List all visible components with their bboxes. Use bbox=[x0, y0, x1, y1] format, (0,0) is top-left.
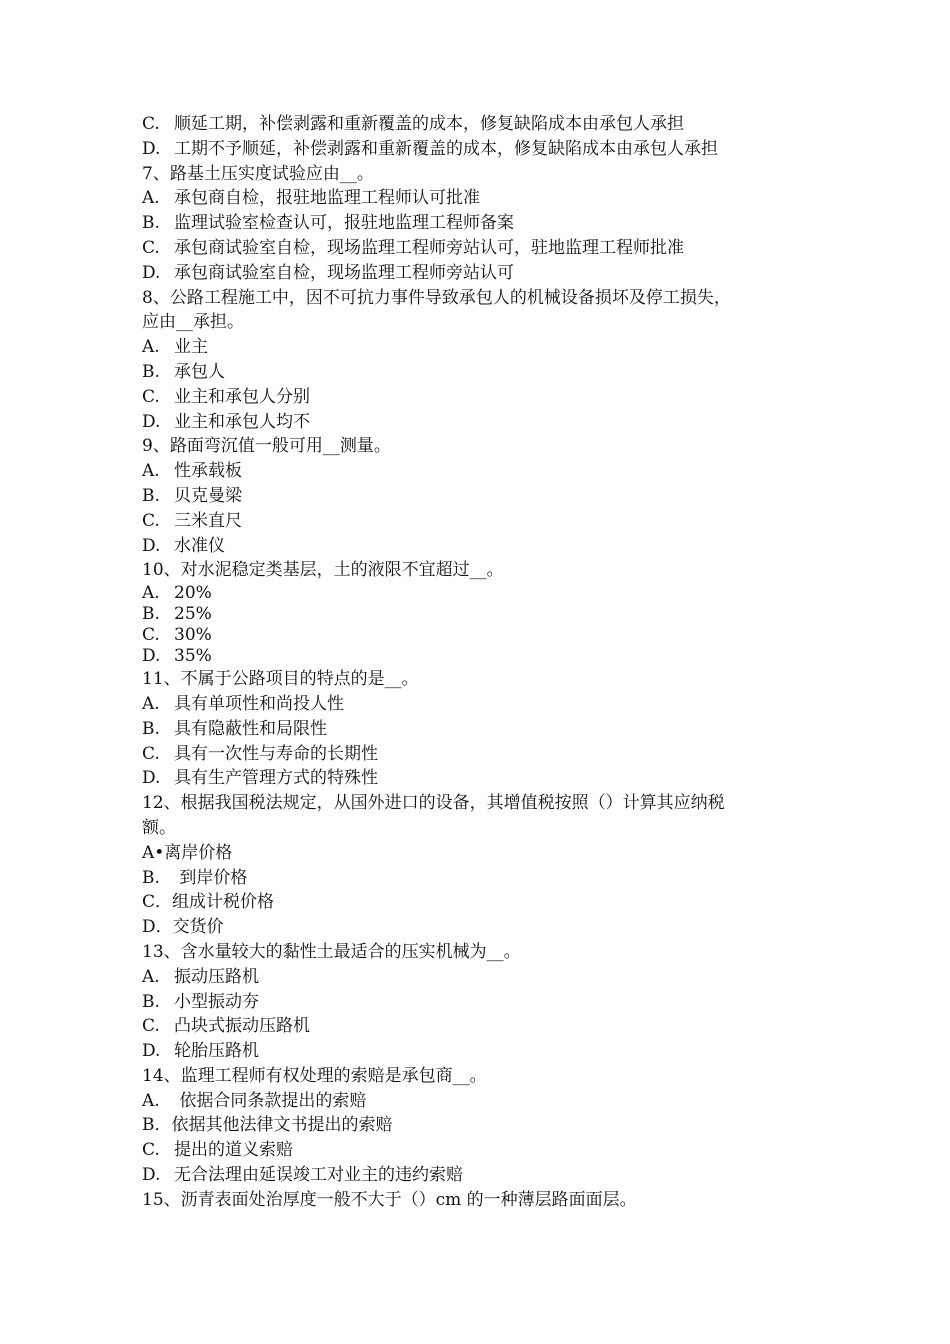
option-label: A. bbox=[142, 337, 160, 358]
option-line bbox=[142, 866, 822, 891]
option-line bbox=[142, 335, 822, 360]
option-line bbox=[142, 990, 822, 1015]
question-list bbox=[142, 112, 822, 1213]
option-line bbox=[142, 112, 822, 137]
option-label: B. bbox=[142, 361, 160, 382]
option-line bbox=[142, 534, 822, 559]
option-line bbox=[142, 965, 822, 990]
question-line bbox=[142, 1188, 822, 1213]
option-label: C. bbox=[142, 386, 160, 407]
line-text: 无合法理由延误竣工对业主的违约索赔 bbox=[174, 1165, 463, 1186]
line-text: 应由__承担。 bbox=[142, 312, 244, 333]
line-text: C．组成计税价格 bbox=[142, 892, 275, 913]
option-label: A. bbox=[142, 693, 160, 714]
option-line bbox=[142, 692, 822, 717]
question-line bbox=[142, 841, 822, 866]
line-text: 三米直尺 bbox=[174, 510, 242, 531]
line-text: 15、沥青表面处治厚度一般不大于（）cm 的一种薄层路面面层。 bbox=[142, 1189, 637, 1210]
line-text: 业主 bbox=[174, 337, 208, 358]
line-text: 提出的道义索赔 bbox=[174, 1140, 293, 1161]
option-line bbox=[142, 410, 822, 435]
line-text: 承包商试验室自检，现场监理工程师旁站认可，驻地监理工程师批准 bbox=[174, 237, 684, 258]
question-line bbox=[142, 940, 822, 965]
line-text: 贝克曼梁 bbox=[174, 485, 242, 506]
option-line bbox=[142, 186, 822, 211]
question-line bbox=[142, 791, 822, 816]
line-text: B．依据其他法律文书提出的索赔 bbox=[142, 1115, 393, 1136]
option-label: D. bbox=[142, 768, 161, 789]
line-text: 7、路基土压实度试验应由__。 bbox=[142, 163, 374, 184]
option-line bbox=[142, 137, 822, 162]
option-label: B. bbox=[142, 718, 160, 739]
option-label: B. bbox=[142, 991, 160, 1012]
option-label: B. bbox=[142, 604, 160, 625]
option-label: D. bbox=[142, 1165, 161, 1186]
question-line bbox=[142, 1064, 822, 1089]
option-label: D. bbox=[142, 262, 161, 283]
option-line bbox=[142, 717, 822, 742]
option-label: A. bbox=[142, 188, 160, 209]
line-text: 25% bbox=[174, 604, 212, 625]
line-text: 性承载板 bbox=[174, 461, 242, 482]
line-text: 具有单项性和尚投人性 bbox=[174, 693, 344, 714]
line-text: 到岸价格 bbox=[174, 867, 248, 888]
option-line bbox=[142, 583, 822, 604]
option-label: B. bbox=[142, 485, 160, 506]
line-text: 8、公路工程施工中，因不可抗力事件导致承包人的机械设备损坏及停工损失， bbox=[142, 287, 731, 308]
line-text: 依据合同条款提出的索赔 bbox=[174, 1090, 367, 1111]
option-label: A. bbox=[142, 966, 160, 987]
option-label: A. bbox=[142, 583, 160, 604]
option-line bbox=[142, 1089, 822, 1114]
option-line bbox=[142, 360, 822, 385]
line-text: 12、根据我国税法规定，从国外进口的设备，其增值税按照（）计算其应纳税 bbox=[142, 793, 725, 814]
option-line bbox=[142, 236, 822, 261]
option-line bbox=[142, 604, 822, 625]
line-text: 业主和承包人均不 bbox=[174, 411, 310, 432]
option-line bbox=[142, 1138, 822, 1163]
question-line bbox=[142, 1113, 822, 1138]
option-line bbox=[142, 1014, 822, 1039]
option-label: C. bbox=[142, 237, 160, 258]
line-text: 监理试验室检查认可，报驻地监理工程师备案 bbox=[174, 213, 514, 234]
line-text: 9、路面弯沉值一般可用__测量。 bbox=[142, 436, 391, 457]
option-line bbox=[142, 484, 822, 509]
line-text: 具有隐蔽性和局限性 bbox=[174, 718, 327, 739]
line-text: 振动压路机 bbox=[174, 966, 259, 987]
line-text: D．交货价 bbox=[142, 917, 224, 938]
question-line bbox=[142, 162, 822, 187]
option-label: D. bbox=[142, 646, 161, 667]
option-line bbox=[142, 459, 822, 484]
question-line bbox=[142, 890, 822, 915]
question-line bbox=[142, 310, 822, 335]
option-label: C. bbox=[142, 1140, 160, 1161]
line-text: 具有生产管理方式的特殊性 bbox=[174, 768, 378, 789]
line-text: 轮胎压路机 bbox=[174, 1041, 259, 1062]
line-text: 凸块式振动压路机 bbox=[174, 1016, 310, 1037]
option-line bbox=[142, 625, 822, 646]
line-text: 20% bbox=[174, 583, 212, 604]
line-text: 14、监理工程师有权处理的索赔是承包商__。 bbox=[142, 1065, 487, 1086]
question-line bbox=[142, 434, 822, 459]
option-label: C. bbox=[142, 1016, 160, 1037]
option-line bbox=[142, 211, 822, 236]
line-text: 30% bbox=[174, 625, 212, 646]
option-line bbox=[142, 509, 822, 534]
option-line bbox=[142, 1039, 822, 1064]
line-text: 业主和承包人分别 bbox=[174, 386, 310, 407]
option-label: C. bbox=[142, 510, 160, 531]
option-label: A. bbox=[142, 461, 160, 482]
line-text: 35% bbox=[174, 646, 212, 667]
option-line bbox=[142, 646, 822, 667]
line-text: 工期不予顺延，补偿剥露和重新覆盖的成本，修复缺陷成本由承包人承担 bbox=[174, 138, 718, 159]
line-text: 水准仪 bbox=[174, 535, 225, 556]
question-line bbox=[142, 915, 822, 940]
option-label: C. bbox=[142, 625, 160, 646]
option-label: C. bbox=[142, 114, 160, 134]
question-line bbox=[142, 667, 822, 692]
question-line bbox=[142, 286, 822, 311]
line-text: 小型振动夯 bbox=[174, 991, 259, 1012]
line-text: 额。 bbox=[142, 817, 176, 838]
option-label: B. bbox=[142, 867, 160, 888]
option-line bbox=[142, 766, 822, 791]
line-text: 承包商自检，报驻地监理工程师认可批准 bbox=[174, 188, 480, 209]
option-line bbox=[142, 261, 822, 286]
option-label: D. bbox=[142, 535, 161, 556]
option-line bbox=[142, 385, 822, 410]
option-label: D. bbox=[142, 411, 161, 432]
question-line bbox=[142, 558, 822, 583]
option-label: A. bbox=[142, 1090, 160, 1111]
line-text: 承包人 bbox=[174, 361, 225, 382]
option-line bbox=[142, 1163, 822, 1188]
line-text: 具有一次性与寿命的长期性 bbox=[174, 743, 378, 764]
option-label: C. bbox=[142, 743, 160, 764]
option-label: B. bbox=[142, 213, 160, 234]
option-label: D. bbox=[142, 138, 161, 159]
line-text: A•离岸价格 bbox=[142, 842, 233, 863]
line-text: 10、对水泥稳定类基层，土的液限不宜超过__。 bbox=[142, 560, 504, 581]
option-label: D. bbox=[142, 1041, 161, 1062]
line-text: 承包商试验室自检，现场监理工程师旁站认可 bbox=[174, 262, 514, 283]
line-text: 11、不属于公路项目的特点的是__。 bbox=[142, 669, 419, 690]
line-text: 13、含水量较大的黏性土最适合的压实机械为__。 bbox=[142, 941, 521, 962]
line-text: 顺延工期，补偿剥露和重新覆盖的成本，修复缺陷成本由承包人承担 bbox=[174, 114, 684, 134]
question-line bbox=[142, 816, 822, 841]
option-line bbox=[142, 742, 822, 767]
